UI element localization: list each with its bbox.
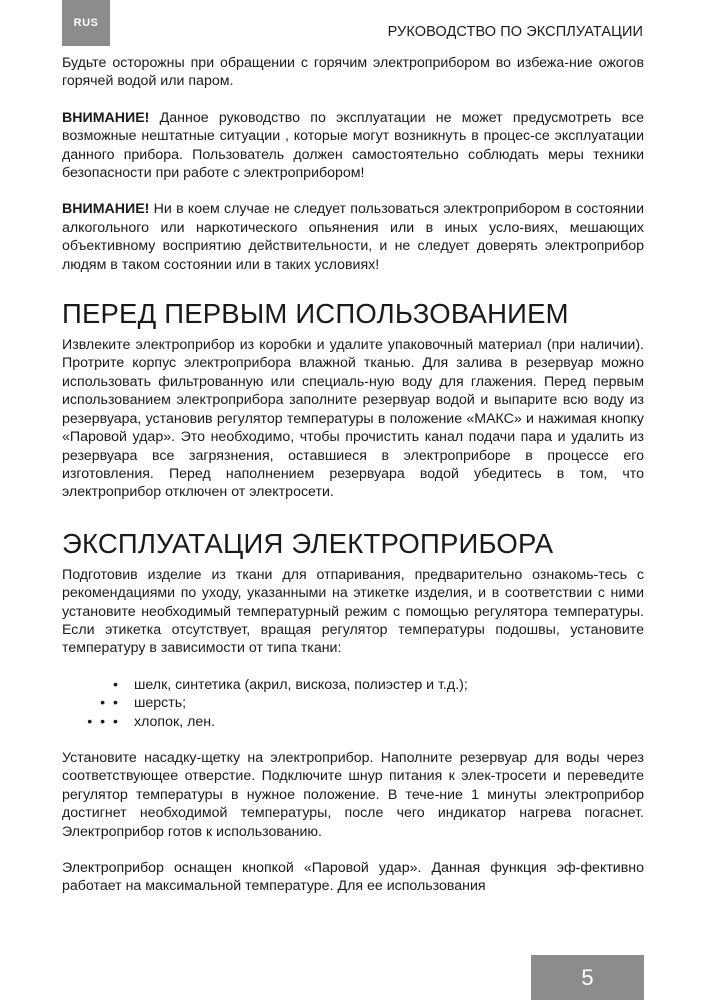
dot-marker-icon: • • <box>100 695 120 712</box>
fabric-temperature-list <box>62 676 644 731</box>
steam-shot-paragraph: Электроприбор оснащен кнопкой «Паровой удар». Данная функция эф-фективно работает на максимальной температуре. Для ее использования <box>62 860 644 895</box>
operation-intro-paragraph: Подготовив изделие из ткани для отпаривания, предварительно ознакомь-тесь с рекомендациями по уходу, указанными на этикетке изделия, и в соответствии с ними установите необходимый температурный режим с помощью регулятора температуры. Если этикетка отсутствует, вращая регулятор температуры подошвы, установите температуру в зависимости от типа ткани: <box>62 566 644 657</box>
attention-text: Ни в коем случае не следует пользоваться электроприбором в состоянии алкогольного или наркотического опьянения или в иных усло-виях, мешающих объективному восприятию действительности, и не следует доверять электроприбор людям в таком состоянии или в таких условиях! <box>62 201 644 273</box>
page-number: 5 <box>531 955 644 1000</box>
warning-paragraph-burns: Будьте осторожны при обращении с горячим электроприбором во избежа-ние ожогов горячей водой или паром. <box>62 55 644 90</box>
list-item-text: шерсть; <box>134 695 187 712</box>
list-item <box>62 713 644 731</box>
section-heading-operation: ЭКСПЛУАТАЦИЯ ЭЛЕКТРОПРИБОРА <box>62 527 554 559</box>
operation-steps-paragraph: Установите насадку-щетку на электроприбор. Наполните резервуар для воды через соответствующее отверстие. Подключите шнур питания к элек-тросети и переведите регулятор температуры в нужное положение. В тече-ние 1 минуты электроприбор достигнет необходимой температуры, после чего индикатор нагрева погаснет. Электроприбор готов к использованию. <box>62 749 644 840</box>
attention-paragraph-2 <box>62 200 644 274</box>
page-content <box>62 54 644 896</box>
dot-marker-icon: • <box>113 676 120 693</box>
section-heading-first-use: ПЕРЕД ПЕРВЫМ ИСПОЛЬЗОВАНИЕМ <box>62 298 569 330</box>
header-title: РУКОВОДСТВО ПО ЭКСПЛУАТАЦИИ <box>387 24 643 40</box>
list-item <box>62 676 644 694</box>
attention-paragraph-1 <box>62 109 644 183</box>
list-item-text: хлопок, лен. <box>134 713 216 730</box>
attention-label: ВНИМАНИЕ! <box>62 201 150 218</box>
attention-text: Данное руководство по эксплуатации не может предусмотреть все возможные нештатные ситуации , которые могут возникнуть в процес-се эксплуатации данного прибора. Пользователь должен самостоятельно соблюдать меры техники безопасности при работе с электроприбором! <box>62 109 644 182</box>
language-tab: RUS <box>62 0 110 46</box>
dot-marker-icon: • • • <box>87 713 120 730</box>
attention-label: ВНИМАНИЕ! <box>62 109 150 126</box>
list-item-text: шелк, синтетика (акрил, вискоза, полиэстер и т.д.); <box>134 676 468 693</box>
list-item <box>62 694 644 712</box>
first-use-paragraph: Извлеките электроприбор из коробки и удалите упаковочный материал (при наличии). Протрите корпус электроприбора влажной тканью. Для залива в резервуар можно использовать фильтрованную или специаль-ную воду для глажения. Перед первым использованием электроприбора заполните резервуар водой и выпарите всю воду из резервуара, установив регулятор температуры в положение «МАКС» и нажимая кнопку «Паровой удар». Это необходимо, чтобы прочистить канал подачи пара и удалить из резервуара все загрязнения, оставшиеся в электроприборе в процессе его изготовления. Перед наполнением резервуара водой убедитесь в том, что электроприбор отключен от электросети. <box>62 337 644 501</box>
